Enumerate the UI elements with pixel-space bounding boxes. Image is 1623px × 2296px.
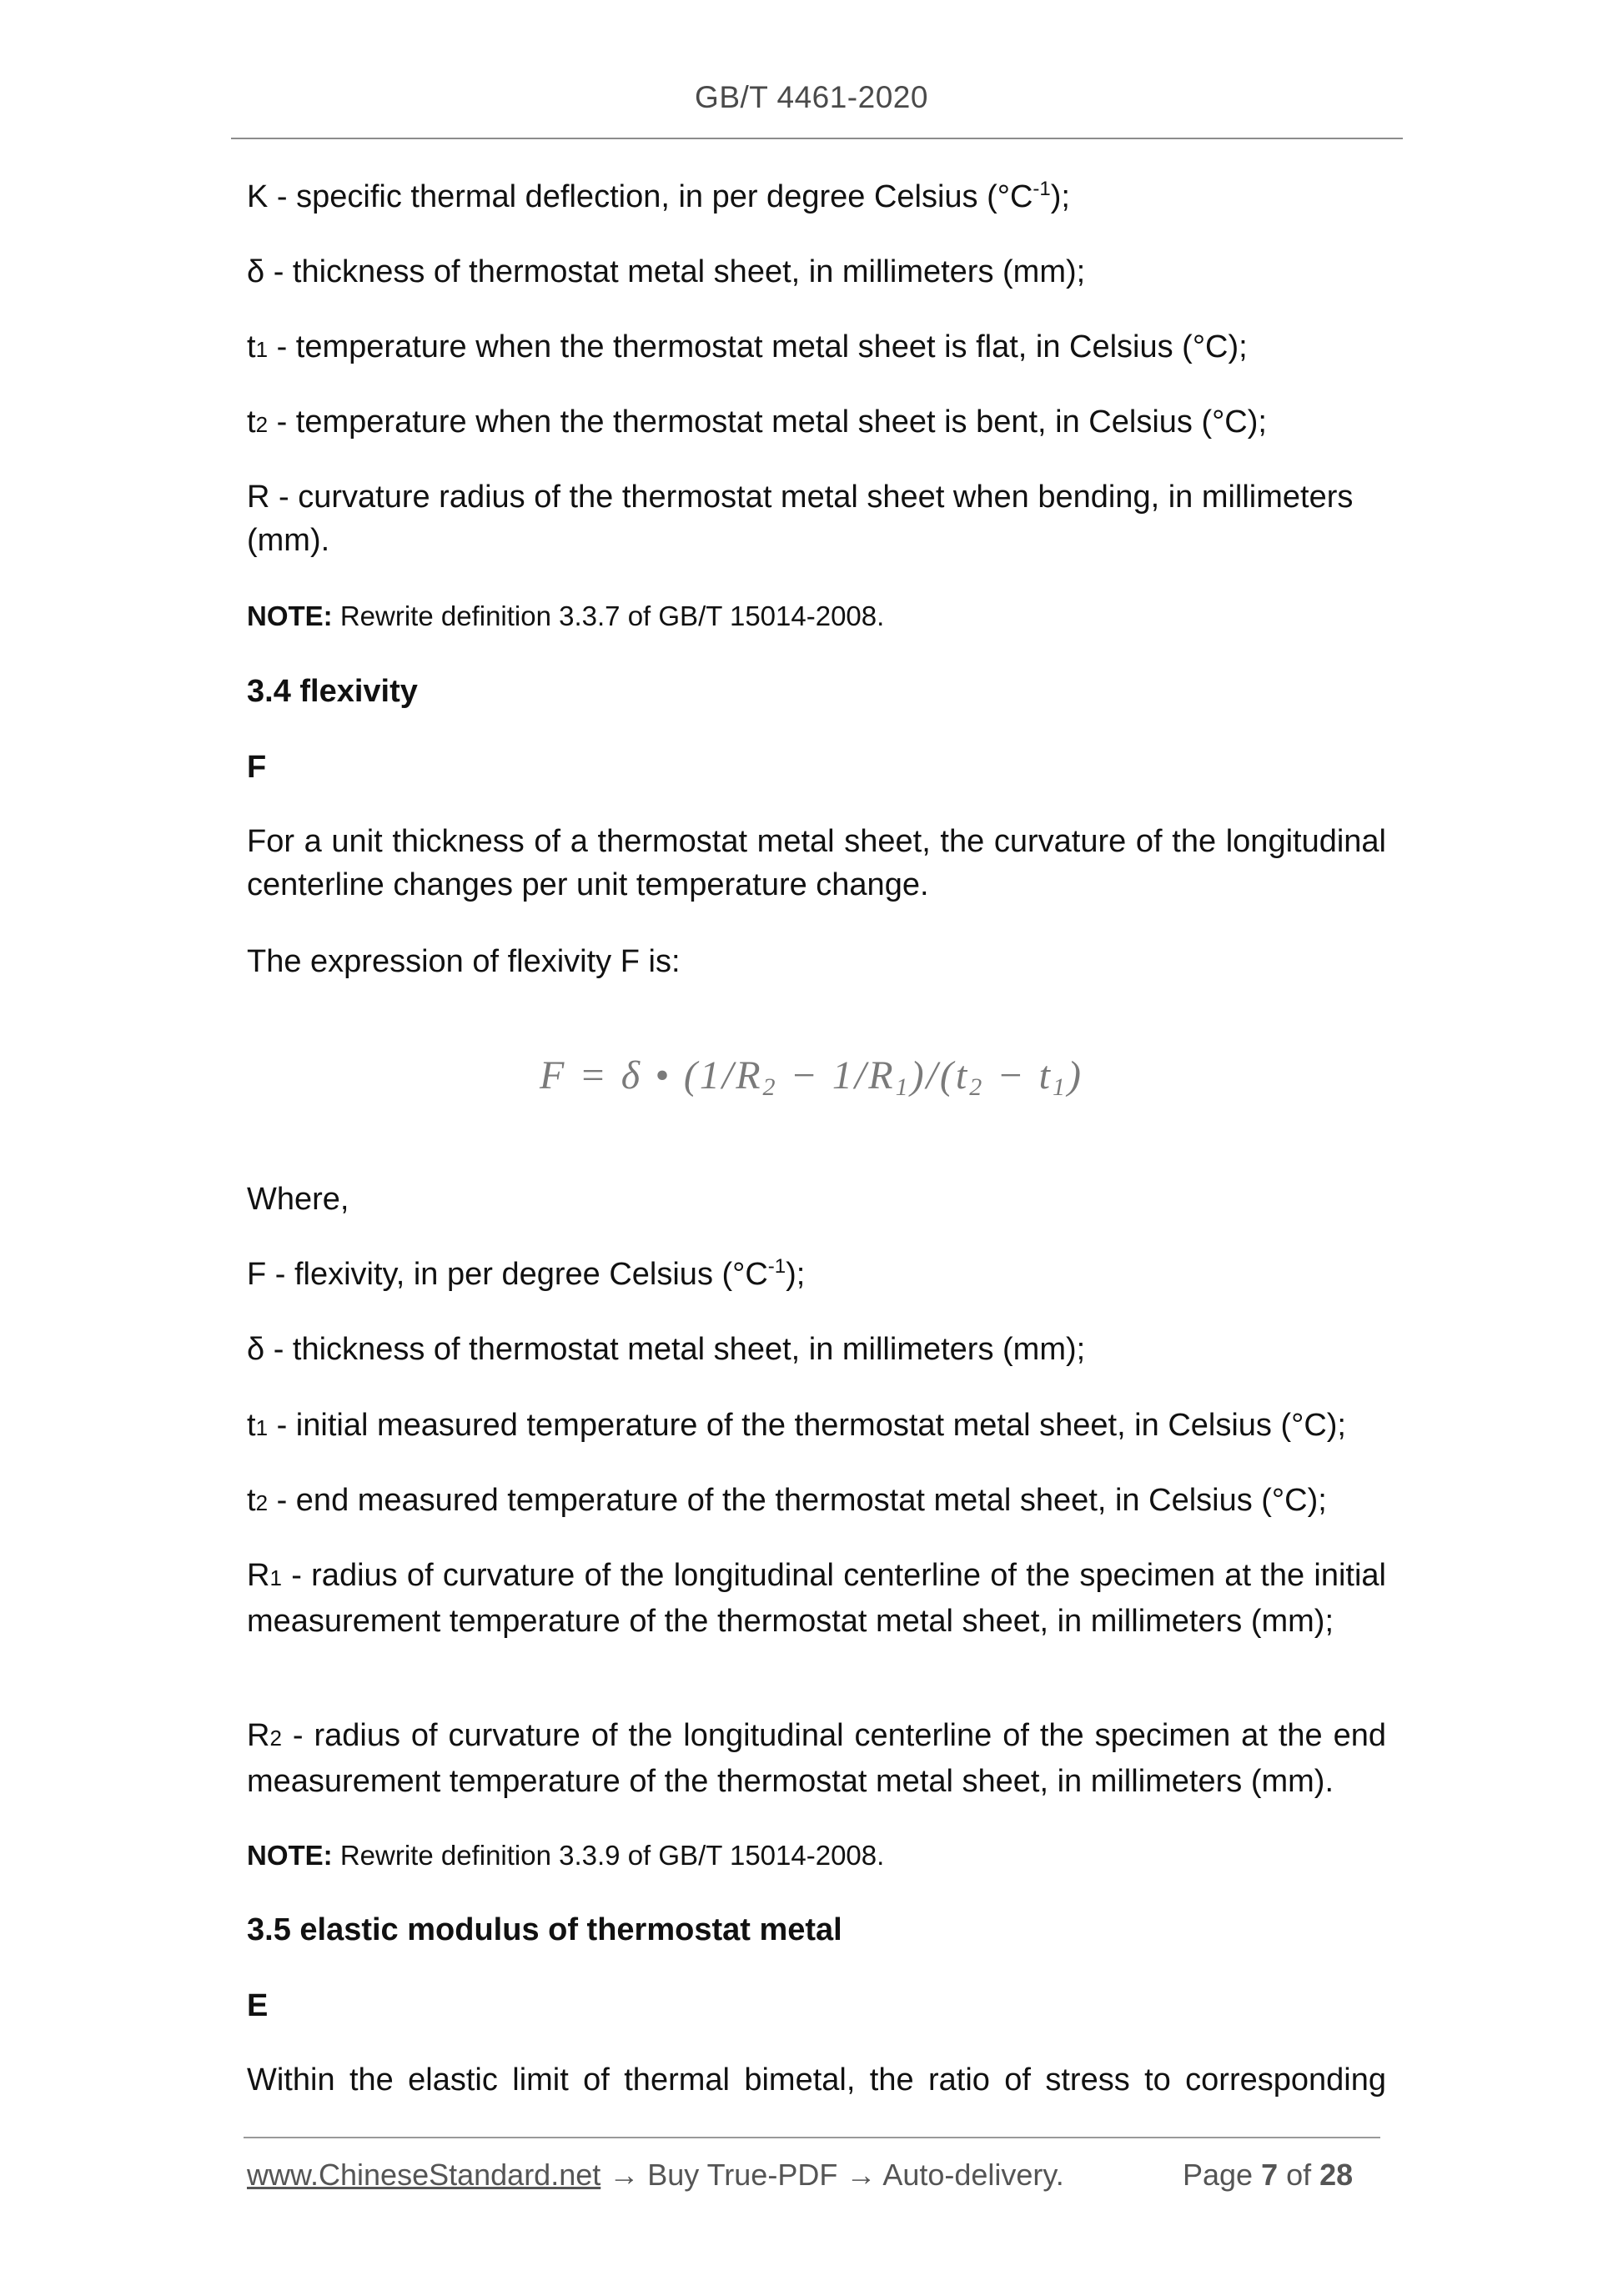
footer-promo-text: → Buy True-PDF → Auto-delivery.: [600, 2158, 1064, 2192]
r2-subscript: 2: [269, 1726, 282, 1751]
r2-definition-text: - radius of curvature of the longitudinal centerline of the specimen at the end measurement temperature of the thermostat metal sheet, in millimeters (mm).: [247, 1718, 1386, 1799]
t2-definition-text: - end measured temperature of the thermostat metal sheet, in Celsius (°C);: [268, 1483, 1327, 1518]
flexivity-definition: For a unit thickness of a thermostat metal sheet, the curvature of the longitudinal centerline changes per unit temperature change.: [247, 824, 1386, 902]
section-3-5-symbol: E: [247, 1988, 269, 2023]
formula-r2-subscript: 2: [762, 1073, 778, 1101]
t1-subscript: 1: [255, 1415, 269, 1440]
header-divider: [231, 138, 1403, 139]
formula-minus-2: −: [984, 1053, 1039, 1098]
note-label: NOTE:: [247, 600, 333, 631]
formula-r2: R: [736, 1053, 763, 1098]
k-definition: [247, 175, 1386, 219]
formula-lhs: F: [540, 1053, 567, 1098]
note-3-3-7: [247, 597, 1386, 636]
formula-mid: )/(: [910, 1053, 956, 1098]
footer-divider: [244, 2137, 1380, 2138]
f-unit-exponent: -1: [767, 1255, 786, 1278]
f-definition: [247, 1253, 1386, 1296]
formula-r1-subscript: 1: [895, 1073, 911, 1101]
section-3-4-symbol: F: [247, 750, 267, 785]
t2-symbol: t: [247, 1483, 256, 1518]
where-label: Where,: [247, 1182, 349, 1217]
t2-bent-definition: [247, 400, 1386, 446]
section-3-4-heading: 3.4 flexivity: [247, 674, 418, 709]
formula-t1: t: [1038, 1053, 1053, 1098]
t1-subscript: 1: [255, 337, 269, 362]
note-label: NOTE:: [247, 1840, 333, 1871]
r1-symbol: R: [247, 1558, 270, 1593]
flexivity-formula: [0, 1053, 1623, 1102]
note-3-3-9: [247, 1836, 1386, 1875]
t2-subscript: 2: [255, 1490, 269, 1515]
t1-initial-definition: [247, 1404, 1386, 1449]
of-label: of: [1278, 2158, 1320, 2192]
document-header-title: GB/T 4461-2020: [695, 80, 928, 114]
r1-definition-text: - radius of curvature of the longitudinal centerline of the specimen at the initial measurement temperature of the thermostat metal sheet, in millimeters (mm);: [247, 1558, 1386, 1639]
formula-eq: = δ • (1/: [566, 1053, 736, 1098]
r2-definition: [247, 1714, 1386, 1803]
t2-subscript: 2: [255, 412, 269, 437]
r-curvature-definition: R - curvature radius of the thermostat metal sheet when bending, in millimeters (mm).: [247, 480, 1354, 558]
formula-t2-subscript: 2: [969, 1073, 985, 1101]
footer-promo: [247, 2158, 1064, 2193]
f-definition-text: F - flexivity, in per degree Celsius (°C: [247, 1257, 768, 1292]
r1-subscript: 1: [269, 1565, 282, 1590]
formula-minus-1: − 1/: [777, 1053, 869, 1098]
t1-definition-text: - temperature when the thermostat metal sheet is flat, in Celsius (°C);: [268, 329, 1248, 364]
t2-end-definition: [247, 1479, 1386, 1525]
note-text: Rewrite definition 3.3.7 of GB/T 15014-2008.: [332, 600, 885, 631]
current-page-number: 7: [1261, 2158, 1279, 2192]
formula-t2: t: [955, 1053, 970, 1098]
note-text: Rewrite definition 3.3.9 of GB/T 15014-2008.: [332, 1840, 885, 1871]
k-symbol: K: [247, 179, 269, 214]
r2-symbol: R: [247, 1718, 270, 1753]
t1-symbol: t: [247, 1408, 256, 1443]
k-unit-exponent: -1: [1033, 178, 1051, 200]
flexivity-expression-intro: The expression of flexivity F is:: [247, 944, 681, 979]
page-label: Page: [1183, 2158, 1262, 2192]
page-indicator: [1183, 2158, 1353, 2193]
formula-t1-subscript: 1: [1052, 1073, 1068, 1101]
section-3-5-heading: 3.5 elastic modulus of thermostat metal: [247, 1912, 842, 1947]
delta-definition-2: δ - thickness of thermostat metal sheet, in millimeters (mm);: [247, 1332, 1086, 1367]
t1-symbol: t: [247, 329, 256, 364]
chinese-standard-link[interactable]: www.ChineseStandard.net: [247, 2158, 601, 2192]
t2-symbol: t: [247, 404, 256, 440]
formula-r1: R: [868, 1053, 896, 1098]
delta-definition: δ - thickness of thermostat metal sheet, in millimeters (mm);: [247, 254, 1086, 289]
total-pages-number: 28: [1319, 2158, 1354, 2192]
k-definition-tail: );: [1050, 179, 1070, 214]
t1-definition-text: - initial measured temperature of the thermostat metal sheet, in Celsius (°C);: [268, 1408, 1346, 1443]
formula-close: ): [1067, 1053, 1083, 1098]
t2-definition-text: - temperature when the thermostat metal sheet is bent, in Celsius (°C);: [268, 404, 1267, 440]
elastic-modulus-definition: Within the elastic limit of thermal bimetal, the ratio of stress to corresponding: [247, 2062, 1386, 2098]
k-definition-text: - specific thermal deflection, in per degree Celsius (°C: [268, 179, 1033, 214]
t1-flat-definition: [247, 325, 1386, 371]
r1-definition: [247, 1554, 1386, 1643]
f-definition-tail: );: [786, 1257, 806, 1292]
